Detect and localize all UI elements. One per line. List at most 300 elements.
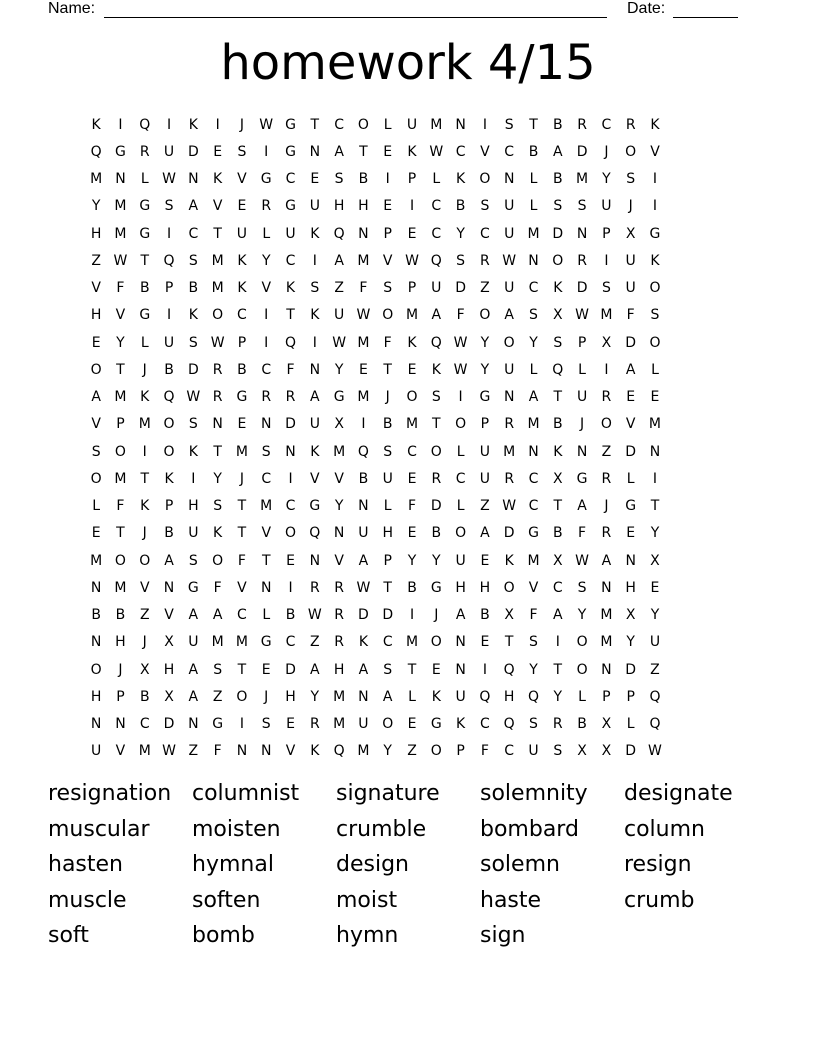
grid-letter: X [164, 634, 174, 651]
grid-letter: K [237, 252, 247, 269]
grid-letter: K [310, 307, 320, 324]
grid-letter: T [359, 143, 368, 160]
grid-letter: B [91, 607, 101, 624]
grid-letter: E [407, 361, 417, 378]
grid-letter: V [285, 743, 296, 760]
grid-letter: K [91, 116, 101, 133]
grid-letter: L [529, 361, 538, 378]
grid-letter: X [139, 661, 150, 678]
grid-letter: J [385, 389, 390, 406]
grid-letter: T [261, 552, 271, 569]
grid-letter: D [285, 416, 296, 433]
grid-letter: W [405, 252, 419, 269]
grid-letter: H [625, 579, 636, 596]
grid-letter: M [357, 389, 370, 406]
grid-letter: I [482, 661, 487, 678]
grid-letter: Y [480, 361, 490, 378]
grid-letter: N [503, 389, 515, 406]
grid-letter: M [600, 307, 613, 324]
grid-letter: A [455, 607, 466, 624]
grid-letter: X [601, 743, 612, 760]
grid-letter: W [113, 252, 128, 269]
grid-letter: G [576, 470, 588, 487]
grid-letter: V [91, 280, 101, 297]
grid-letter: G [649, 225, 661, 242]
grid-letter: G [285, 198, 296, 215]
grid-letter: A [625, 361, 636, 378]
grid-letter: M [90, 171, 103, 188]
grid-letter: O [479, 171, 491, 188]
grid-letter: G [528, 525, 539, 542]
word-list-item: haste [480, 887, 542, 913]
grid-letter: C [261, 361, 272, 378]
grid-letter: X [164, 688, 174, 705]
grid-letter: W [575, 307, 589, 324]
grid-letter: O [163, 416, 175, 433]
grid-letter: V [261, 525, 272, 542]
grid-letter: O [90, 361, 102, 378]
word-list-item: muscle [48, 887, 127, 913]
grid-letter: N [358, 688, 369, 705]
grid-letter: I [652, 198, 658, 215]
grid-letter: V [237, 579, 247, 596]
grid-letter: O [406, 389, 418, 406]
grid-letter: S [213, 661, 223, 678]
grid-letter: S [504, 116, 514, 133]
word-list-item: soft [48, 923, 89, 948]
grid-letter: H [90, 307, 102, 324]
grid-letter: M [333, 716, 346, 733]
grid-letter: L [383, 116, 392, 133]
grid-letter: U [625, 252, 636, 269]
grid-letter: O [503, 579, 515, 596]
grid-letter: S [553, 334, 563, 351]
date-label: Date: [627, 0, 666, 17]
grid-letter: V [480, 143, 490, 160]
grid-letter: R [577, 116, 587, 133]
name-label: Name: [48, 0, 96, 17]
grid-letter: E [650, 579, 660, 596]
grid-letter: N [309, 361, 321, 378]
grid-letter: R [309, 579, 320, 596]
grid-letter: X [625, 607, 636, 624]
grid-letter: O [90, 470, 102, 487]
word-list-item: hymnal [192, 852, 274, 877]
word-list-item: bomb [192, 923, 255, 948]
grid-letter: K [431, 688, 441, 705]
grid-letter: B [552, 525, 563, 542]
grid-letter: A [382, 688, 393, 705]
grid-row [84, 465, 730, 492]
grid-letter: F [407, 498, 417, 515]
grid-letter: S [577, 198, 587, 215]
grid-letter: N [358, 225, 369, 242]
grid-letter: E [286, 716, 295, 733]
grid-letter: Q [357, 443, 369, 460]
grid-letter: G [212, 716, 224, 733]
grid-letter: I [288, 470, 293, 487]
grid-letter: L [140, 171, 149, 188]
grid-letter: S [164, 198, 174, 215]
grid-letter: S [213, 498, 223, 515]
grid-letter: S [310, 280, 320, 297]
grid-letter: U [285, 225, 296, 242]
grid-letter: B [455, 198, 466, 215]
grid-letter: O [455, 525, 467, 542]
grid-letter: B [382, 416, 393, 433]
grid-letter: U [528, 743, 539, 760]
grid-letter: A [504, 307, 514, 324]
grid-letter: W [356, 579, 371, 596]
grid-letter: G [139, 198, 151, 215]
grid-letter: Z [601, 443, 612, 460]
grid-letter: Y [310, 688, 320, 705]
grid-letter: R [431, 470, 442, 487]
grid-letter: U [479, 443, 491, 460]
grid-letter: S [383, 443, 393, 460]
grid-letter: G [285, 116, 296, 133]
grid-letter: D [576, 143, 588, 160]
grid-row [84, 656, 730, 683]
grid-letter: H [479, 579, 491, 596]
grid-letter: T [432, 416, 441, 433]
grid-letter: R [504, 416, 515, 433]
grid-letter: B [358, 171, 369, 188]
grid-letter: O [552, 252, 564, 269]
grid-letter: S [529, 634, 538, 651]
grid-letter: B [285, 607, 296, 624]
grid-letter: V [115, 307, 126, 324]
grid-letter: S [650, 307, 660, 324]
grid-letter: Y [553, 688, 563, 705]
grid-letter: U [649, 634, 661, 651]
word-list-item: moist [336, 887, 398, 913]
grid-row [84, 111, 730, 138]
grid-letter: M [405, 416, 419, 433]
grid-letter: N [260, 579, 272, 596]
grid-letter: S [237, 143, 247, 160]
grid-letter: R [334, 634, 344, 651]
grid-row [84, 493, 730, 520]
grid-letter: B [139, 688, 150, 705]
grid-letter: N [528, 252, 539, 269]
date-field-line[interactable] [673, 0, 738, 18]
grid-letter: F [456, 307, 465, 324]
grid-letter: Z [188, 743, 199, 760]
grid-letter: K [213, 525, 223, 542]
grid-letter: J [628, 198, 633, 215]
grid-letter: E [431, 661, 441, 678]
grid-row [84, 302, 730, 329]
grid-letter: Y [432, 552, 441, 569]
grid-row [84, 166, 730, 193]
grid-letter: K [310, 743, 320, 760]
grid-letter: M [527, 552, 540, 569]
grid-letter: W [259, 116, 274, 133]
grid-letter: E [407, 525, 417, 542]
grid-letter: Z [91, 252, 101, 269]
grid-letter: D [625, 334, 637, 351]
grid-letter: J [142, 634, 147, 651]
grid-letter: O [649, 280, 661, 297]
grid-row [84, 683, 730, 710]
grid-letter: C [237, 307, 247, 324]
grid-letter: X [552, 470, 563, 487]
grid-letter: E [626, 525, 636, 542]
word-list-item: columnist [192, 781, 300, 806]
grid-letter: N [163, 579, 175, 596]
page-title: homework 4/15 [220, 35, 596, 91]
grid-letter: B [528, 143, 539, 160]
grid-letter: Y [407, 552, 417, 569]
grid-letter: A [212, 607, 223, 624]
grid-letter: L [383, 498, 392, 515]
grid-letter: G [260, 634, 272, 651]
grid-letter: C [285, 171, 296, 188]
grid-letter: J [264, 688, 269, 705]
grid-letter: M [211, 280, 224, 297]
grid-letter: P [237, 334, 247, 351]
grid-letter: Z [334, 280, 344, 297]
grid-row [84, 193, 730, 220]
grid-row [84, 356, 730, 383]
word-list [48, 778, 768, 953]
grid-letter: V [334, 552, 344, 569]
grid-letter: E [383, 143, 393, 160]
grid-letter: A [553, 143, 563, 160]
letter-grid [84, 111, 730, 765]
grid-letter: Q [503, 661, 515, 678]
grid-letter: E [480, 634, 490, 651]
grid-letter: A [310, 661, 320, 678]
grid-letter: R [139, 143, 150, 160]
grid-letter: A [188, 198, 199, 215]
grid-letter: M [138, 743, 151, 760]
word-list-item: sign [480, 923, 526, 948]
grid-letter: R [601, 389, 612, 406]
grid-letter: V [237, 171, 247, 188]
grid-letter: Q [163, 389, 175, 406]
grid-letter: R [577, 252, 587, 269]
grid-letter: A [188, 607, 199, 624]
word-list-item: muscular [48, 816, 150, 842]
grid-letter: Q [552, 361, 564, 378]
grid-letter: F [116, 280, 125, 297]
grid-letter: W [502, 252, 517, 269]
grid-letter: W [186, 389, 201, 406]
grid-letter: Z [480, 498, 490, 515]
grid-letter: A [164, 552, 174, 569]
grid-letter: O [139, 552, 151, 569]
grid-letter: N [260, 743, 272, 760]
grid-letter: D [455, 280, 466, 297]
grid-letter: H [115, 634, 126, 651]
grid-letter: I [166, 225, 172, 242]
grid-letter: Y [334, 361, 344, 378]
grid-letter: I [166, 307, 172, 324]
grid-letter: Q [503, 716, 515, 733]
grid-letter: L [262, 607, 271, 624]
grid-letter: Q [333, 743, 345, 760]
grid-letter: U [358, 716, 369, 733]
grid-letter: N [455, 661, 466, 678]
grid-letter: M [235, 443, 248, 460]
grid-letter: T [504, 634, 514, 651]
grid-letter: F [626, 307, 635, 324]
grid-letter: T [383, 579, 392, 596]
grid-letter: O [357, 116, 369, 133]
grid-letter: O [576, 661, 588, 678]
grid-letter: U [382, 470, 393, 487]
grid-letter: V [625, 416, 636, 433]
grid-letter: O [503, 334, 515, 351]
grid-letter: U [163, 334, 175, 351]
grid-letter: Y [650, 525, 660, 542]
grid-letter: O [625, 143, 637, 160]
grid-letter: A [91, 389, 101, 406]
grid-row [84, 738, 730, 765]
grid-letter: U [455, 552, 466, 569]
grid-letter: I [555, 634, 560, 651]
grid-letter: E [91, 525, 101, 542]
grid-letter: A [334, 143, 344, 160]
grid-letter: I [409, 607, 415, 624]
grid-letter: S [529, 716, 538, 733]
grid-letter: W [162, 743, 176, 760]
grid-letter: B [480, 607, 490, 624]
grid-letter: C [237, 607, 247, 624]
grid-letter: U [479, 470, 491, 487]
grid-letter: Y [456, 225, 465, 242]
grid-letter: K [407, 143, 417, 160]
word-list-item: column [624, 816, 705, 842]
grid-letter: Y [626, 634, 635, 651]
grid-letter: I [264, 143, 269, 160]
grid-letter: E [407, 225, 417, 242]
grid-letter: Q [90, 143, 102, 160]
grid-letter: C [480, 225, 490, 242]
grid-letter: G [115, 143, 126, 160]
grid-letter: Y [116, 334, 125, 351]
grid-letter: B [431, 525, 442, 542]
grid-letter: T [116, 525, 125, 542]
grid-letter: B [552, 116, 563, 133]
grid-letter: W [453, 334, 468, 351]
grid-letter: Y [529, 661, 538, 678]
grid-letter: B [552, 171, 563, 188]
grid-letter: T [553, 661, 563, 678]
grid-letter: K [456, 716, 466, 733]
grid-letter: C [504, 743, 515, 760]
grid-letter: V [310, 470, 320, 487]
grid-letter: X [504, 607, 514, 624]
grid-letter: G [479, 389, 491, 406]
grid-letter: T [553, 389, 563, 406]
grid-letter: F [359, 280, 368, 297]
word-list-item: soften [192, 887, 261, 913]
grid-letter: E [213, 143, 223, 160]
grid-letter: L [578, 361, 586, 378]
grid-letter: G [187, 579, 199, 596]
grid-letter: N [212, 416, 223, 433]
grid-letter: C [382, 634, 393, 651]
grid-letter: W [332, 334, 347, 351]
grid-letter: P [480, 416, 490, 433]
grid-letter: X [552, 552, 563, 569]
grid-letter: H [163, 661, 175, 678]
grid-letter: C [285, 634, 296, 651]
grid-letter: O [576, 634, 588, 651]
grid-letter: O [212, 307, 224, 324]
grid-letter: E [286, 552, 295, 569]
grid-letter: U [504, 198, 515, 215]
grid-letter: O [382, 716, 394, 733]
grid-letter: T [310, 116, 320, 133]
grid-letter: D [430, 498, 442, 515]
word-list-item: crumble [336, 816, 427, 842]
grid-letter: O [114, 443, 126, 460]
grid-letter: E [91, 334, 101, 351]
grid-letter: E [480, 552, 490, 569]
grid-letter: I [288, 579, 293, 596]
grid-row [84, 520, 730, 547]
grid-letter: P [602, 688, 611, 705]
grid-letter: Q [527, 688, 539, 705]
grid-letter: D [358, 607, 369, 624]
grid-letter: I [118, 116, 123, 133]
grid-letter: O [430, 443, 442, 460]
grid-letter: L [140, 334, 149, 351]
grid-row [84, 574, 730, 601]
grid-letter: U [236, 225, 248, 242]
grid-letter: K [407, 334, 417, 351]
grid-letter: U [163, 143, 175, 160]
grid-letter: S [188, 334, 198, 351]
grid-letter: E [237, 198, 247, 215]
grid-letter: G [309, 498, 321, 515]
grid-letter: S [188, 552, 198, 569]
grid-letter: B [577, 716, 587, 733]
grid-letter: R [480, 252, 490, 269]
grid-letter: A [358, 552, 369, 569]
grid-letter: A [358, 661, 369, 678]
grid-letter: N [528, 443, 539, 460]
grid-letter: F [480, 743, 489, 760]
grid-letter: H [455, 579, 466, 596]
grid-letter: G [139, 225, 151, 242]
grid-letter: U [504, 225, 515, 242]
grid-letter: V [528, 579, 539, 596]
grid-letter: C [601, 116, 612, 133]
grid-letter: H [285, 688, 296, 705]
grid-letter: E [650, 389, 660, 406]
grid-letter: M [527, 416, 540, 433]
grid-row [84, 329, 730, 356]
grid-letter: C [552, 579, 563, 596]
grid-letter: M [357, 743, 370, 760]
grid-letter: T [407, 661, 417, 678]
grid-letter: V [650, 143, 660, 160]
grid-letter: K [188, 116, 198, 133]
grid-letter: L [432, 171, 441, 188]
grid-letter: P [626, 688, 635, 705]
grid-letter: E [407, 716, 417, 733]
name-field-line[interactable] [104, 0, 607, 18]
grid-letter: U [188, 634, 199, 651]
grid-letter: Z [139, 607, 150, 624]
grid-letter: D [187, 361, 199, 378]
grid-letter: O [163, 443, 175, 460]
